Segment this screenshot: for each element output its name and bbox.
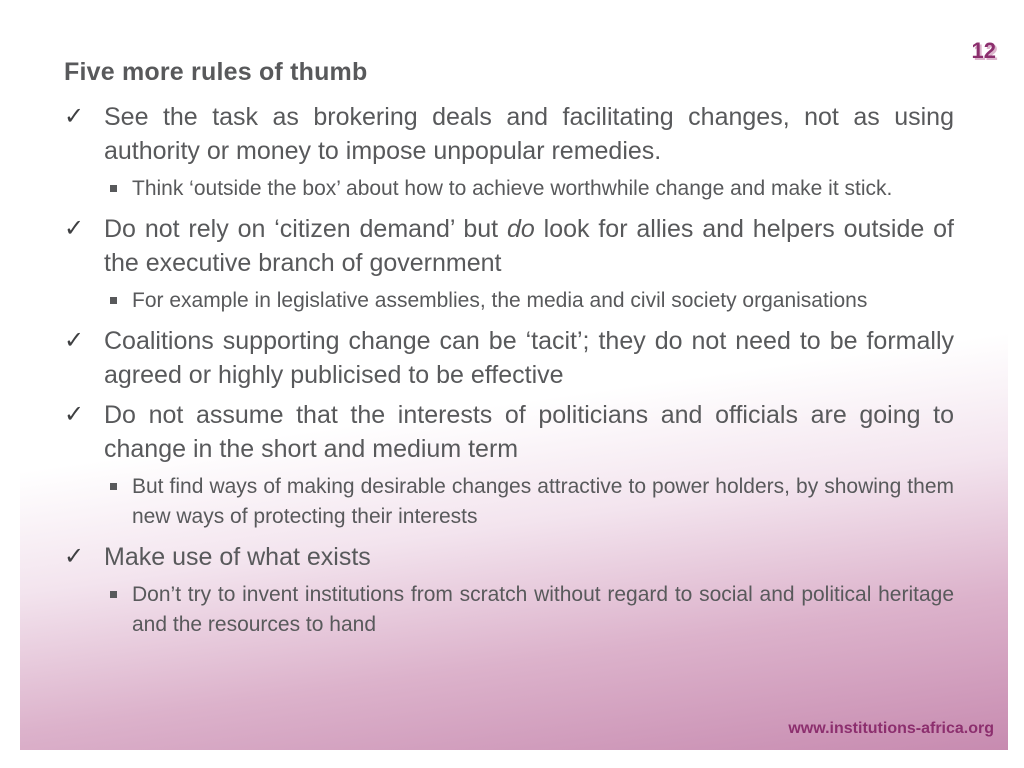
checkmark-icon: ✓ [64,215,85,242]
sub-bullet-text: Think ‘outside the box’ about how to achieve worthwhile change and make it stick. [132,177,893,200]
square-bullet-icon [110,185,117,192]
slide [20,20,1008,750]
bullet-text-before: Do not rely on ‘citizen demand’ but [104,215,507,243]
bullet-text-italic: do [506,215,535,243]
bullet-text: Coalitions supporting change can be ‘tacit’; they do not need to be formally agreed or highly publicised to be effective [104,327,954,389]
bullet-item [64,100,954,168]
sub-bullet-item [64,580,954,640]
bullet-list [64,100,954,648]
checkmark-icon: ✓ [64,401,85,428]
bullet-item [64,540,954,574]
bullet-text: See the task as brokering deals and facilitating changes, not as using authority or money to impose unpopular remedies. [104,103,954,165]
bullet-text: Make use of what exists [104,543,371,571]
square-bullet-icon [110,483,117,490]
bullet-text: Do not assume that the interests of politicians and officials are going to change in the short and medium term [104,401,954,463]
bullet-item [64,324,954,392]
checkmark-icon: ✓ [64,543,85,570]
sub-bullet-item [64,472,954,532]
bullet-item [64,398,954,466]
checkmark-icon: ✓ [64,327,85,354]
sub-bullet-item [64,286,954,316]
page-number: 12 [971,38,996,63]
footer-website-link[interactable]: www.institutions-africa.org [788,720,994,737]
square-bullet-icon [110,591,117,598]
sub-bullet-text: Don’t try to invent institutions from scratch without regard to social and political heritage and the resources to hand [132,583,954,636]
bullet-item [64,212,954,280]
sub-bullet-item [64,174,954,204]
slide-title: Five more rules of thumb [64,58,368,86]
bullet-text-after: look for allies and helpers outside of the executive branch of government [104,215,954,277]
checkmark-icon: ✓ [64,103,85,130]
sub-bullet-text: But find ways of making desirable changes attractive to power holders, by showing them new ways of protecting their interests [132,475,954,528]
sub-bullet-text: For example in legislative assemblies, the media and civil society organisations [132,289,868,312]
square-bullet-icon [110,297,117,304]
